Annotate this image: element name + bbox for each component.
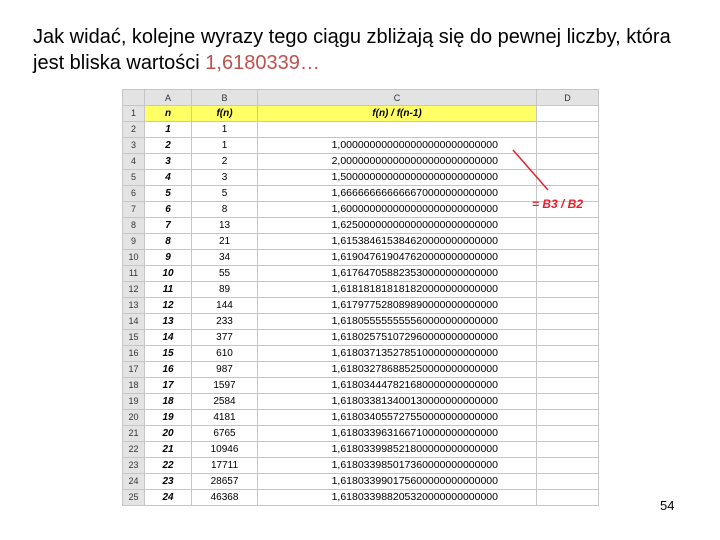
cell-f[interactable]: 21 [192, 234, 258, 250]
header-ratio[interactable]: f(n) / f(n-1) [258, 106, 537, 122]
cell-ratio[interactable]: 1,625000000000000000000000000 [258, 218, 537, 234]
cell-ratio[interactable]: 1,618032786885250000000000000 [258, 362, 537, 378]
cell-f[interactable]: 1 [192, 138, 258, 154]
cell-ratio[interactable]: 1,618033963166710000000000000 [258, 426, 537, 442]
cell-f[interactable]: 4181 [192, 410, 258, 426]
cell-ratio[interactable]: 1,618181818181820000000000000 [258, 282, 537, 298]
cell-ratio[interactable]: 1,600000000000000000000000000 [258, 202, 537, 218]
row-number[interactable]: 22 [123, 442, 145, 458]
cell-n[interactable]: 9 [145, 250, 192, 266]
row-number[interactable]: 7 [123, 202, 145, 218]
row-number[interactable]: 3 [123, 138, 145, 154]
row-number[interactable]: 16 [123, 346, 145, 362]
cell-n[interactable]: 18 [145, 394, 192, 410]
row-number[interactable]: 17 [123, 362, 145, 378]
cell-ratio[interactable]: 1,500000000000000000000000000 [258, 170, 537, 186]
cell-f[interactable]: 89 [192, 282, 258, 298]
cell-f[interactable]: 17711 [192, 458, 258, 474]
header-f[interactable]: f(n) [192, 106, 258, 122]
cell-f[interactable]: 233 [192, 314, 258, 330]
row-number[interactable]: 5 [123, 170, 145, 186]
cell-ratio[interactable]: 1,618033990175600000000000000 [258, 474, 537, 490]
cell-n[interactable]: 4 [145, 170, 192, 186]
cell-n[interactable]: 10 [145, 266, 192, 282]
cell-n[interactable]: 19 [145, 410, 192, 426]
row-number[interactable]: 23 [123, 458, 145, 474]
cell-f[interactable]: 144 [192, 298, 258, 314]
cell-f[interactable]: 13 [192, 218, 258, 234]
cell-n[interactable]: 20 [145, 426, 192, 442]
cell-ratio[interactable]: 1,618033985017360000000000000 [258, 458, 537, 474]
column-header-c[interactable]: C [258, 90, 537, 106]
cell-ratio[interactable]: 1,618034447821680000000000000 [258, 378, 537, 394]
cell-f[interactable]: 610 [192, 346, 258, 362]
row-number[interactable]: 25 [123, 490, 145, 506]
cell-n[interactable]: 13 [145, 314, 192, 330]
cell-f[interactable]: 28657 [192, 474, 258, 490]
cell-n[interactable]: 17 [145, 378, 192, 394]
arrow-line [513, 150, 548, 190]
cell-n[interactable]: 7 [145, 218, 192, 234]
column-header-b[interactable]: B [192, 90, 258, 106]
cell-ratio[interactable]: 1,617647058823530000000000000 [258, 266, 537, 282]
cell-f[interactable]: 2 [192, 154, 258, 170]
cell-ratio[interactable]: 1,617977528089890000000000000 [258, 298, 537, 314]
row-number[interactable]: 18 [123, 378, 145, 394]
cell-n[interactable]: 6 [145, 202, 192, 218]
cell-n[interactable]: 8 [145, 234, 192, 250]
row-number[interactable]: 11 [123, 266, 145, 282]
row-number[interactable]: 8 [123, 218, 145, 234]
cell-ratio[interactable]: 1,618033988205320000000000000 [258, 490, 537, 506]
row-number[interactable]: 21 [123, 426, 145, 442]
cell-ratio[interactable]: 1,618037135278510000000000000 [258, 346, 537, 362]
row-number[interactable]: 13 [123, 298, 145, 314]
cell-n[interactable]: 15 [145, 346, 192, 362]
cell-f[interactable]: 55 [192, 266, 258, 282]
cell-f[interactable]: 34 [192, 250, 258, 266]
cell-ratio[interactable]: 2,000000000000000000000000000 [258, 154, 537, 170]
cell-f[interactable]: 10946 [192, 442, 258, 458]
cell-n[interactable]: 16 [145, 362, 192, 378]
cell-n[interactable]: 2 [145, 138, 192, 154]
cell-f[interactable]: 46368 [192, 490, 258, 506]
cell-f[interactable]: 8 [192, 202, 258, 218]
cell-f[interactable]: 1 [192, 122, 258, 138]
column-header-a[interactable]: A [145, 90, 192, 106]
cell-n[interactable]: 5 [145, 186, 192, 202]
cell-ratio[interactable]: 1,615384615384620000000000000 [258, 234, 537, 250]
row-number[interactable]: 1 [123, 106, 145, 122]
cell-n[interactable]: 23 [145, 474, 192, 490]
cell-f[interactable]: 987 [192, 362, 258, 378]
cell-n[interactable]: 1 [145, 122, 192, 138]
header-n[interactable]: n [145, 106, 192, 122]
cell-ratio[interactable]: 1,618033998521800000000000000 [258, 442, 537, 458]
cell-f[interactable]: 377 [192, 330, 258, 346]
cell-n[interactable]: 21 [145, 442, 192, 458]
heading-text: Jak widać, kolejne wyrazy tego ciągu zbliżają się do pewnej liczby, która jest bliska wartości [33, 26, 671, 74]
heading-value: 1,6180339… [205, 52, 320, 74]
cell-ratio[interactable]: 1,618025751072960000000000000 [258, 330, 537, 346]
page-number: 54 [660, 498, 675, 513]
row-number[interactable]: 14 [123, 314, 145, 330]
cell-f[interactable]: 1597 [192, 378, 258, 394]
cell-ratio[interactable]: 1,619047619047620000000000000 [258, 250, 537, 266]
row-number[interactable]: 19 [123, 394, 145, 410]
row-number[interactable]: 20 [123, 410, 145, 426]
row-number[interactable]: 24 [123, 474, 145, 490]
cell-n[interactable]: 14 [145, 330, 192, 346]
cell-f[interactable]: 2584 [192, 394, 258, 410]
cell-ratio[interactable]: 1,000000000000000000000000000 [258, 138, 537, 154]
row-number[interactable]: 12 [123, 282, 145, 298]
row-number[interactable]: 6 [123, 186, 145, 202]
cell-ratio[interactable]: 1,618034055727550000000000000 [258, 410, 537, 426]
cell-ratio[interactable]: 1,666666666666670000000000000 [258, 186, 537, 202]
cell-n[interactable]: 22 [145, 458, 192, 474]
cell-f[interactable]: 3 [192, 170, 258, 186]
formula-note: = B3 / B2 [532, 197, 584, 211]
cell-ratio[interactable]: 1,618055555555560000000000000 [258, 314, 537, 330]
cell-n[interactable]: 12 [145, 298, 192, 314]
cell-n[interactable]: 11 [145, 282, 192, 298]
row-number[interactable]: 15 [123, 330, 145, 346]
cell-f[interactable]: 6765 [192, 426, 258, 442]
row-number[interactable]: 4 [123, 154, 145, 170]
row-number[interactable]: 9 [123, 234, 145, 250]
cell-n[interactable]: 24 [145, 490, 192, 506]
cell-f[interactable]: 5 [192, 186, 258, 202]
cell-ratio[interactable]: 1,618033813400130000000000000 [258, 394, 537, 410]
cell-n[interactable]: 3 [145, 154, 192, 170]
row-number[interactable]: 10 [123, 250, 145, 266]
row-number[interactable]: 2 [123, 122, 145, 138]
column-header-d[interactable]: D [537, 90, 599, 106]
